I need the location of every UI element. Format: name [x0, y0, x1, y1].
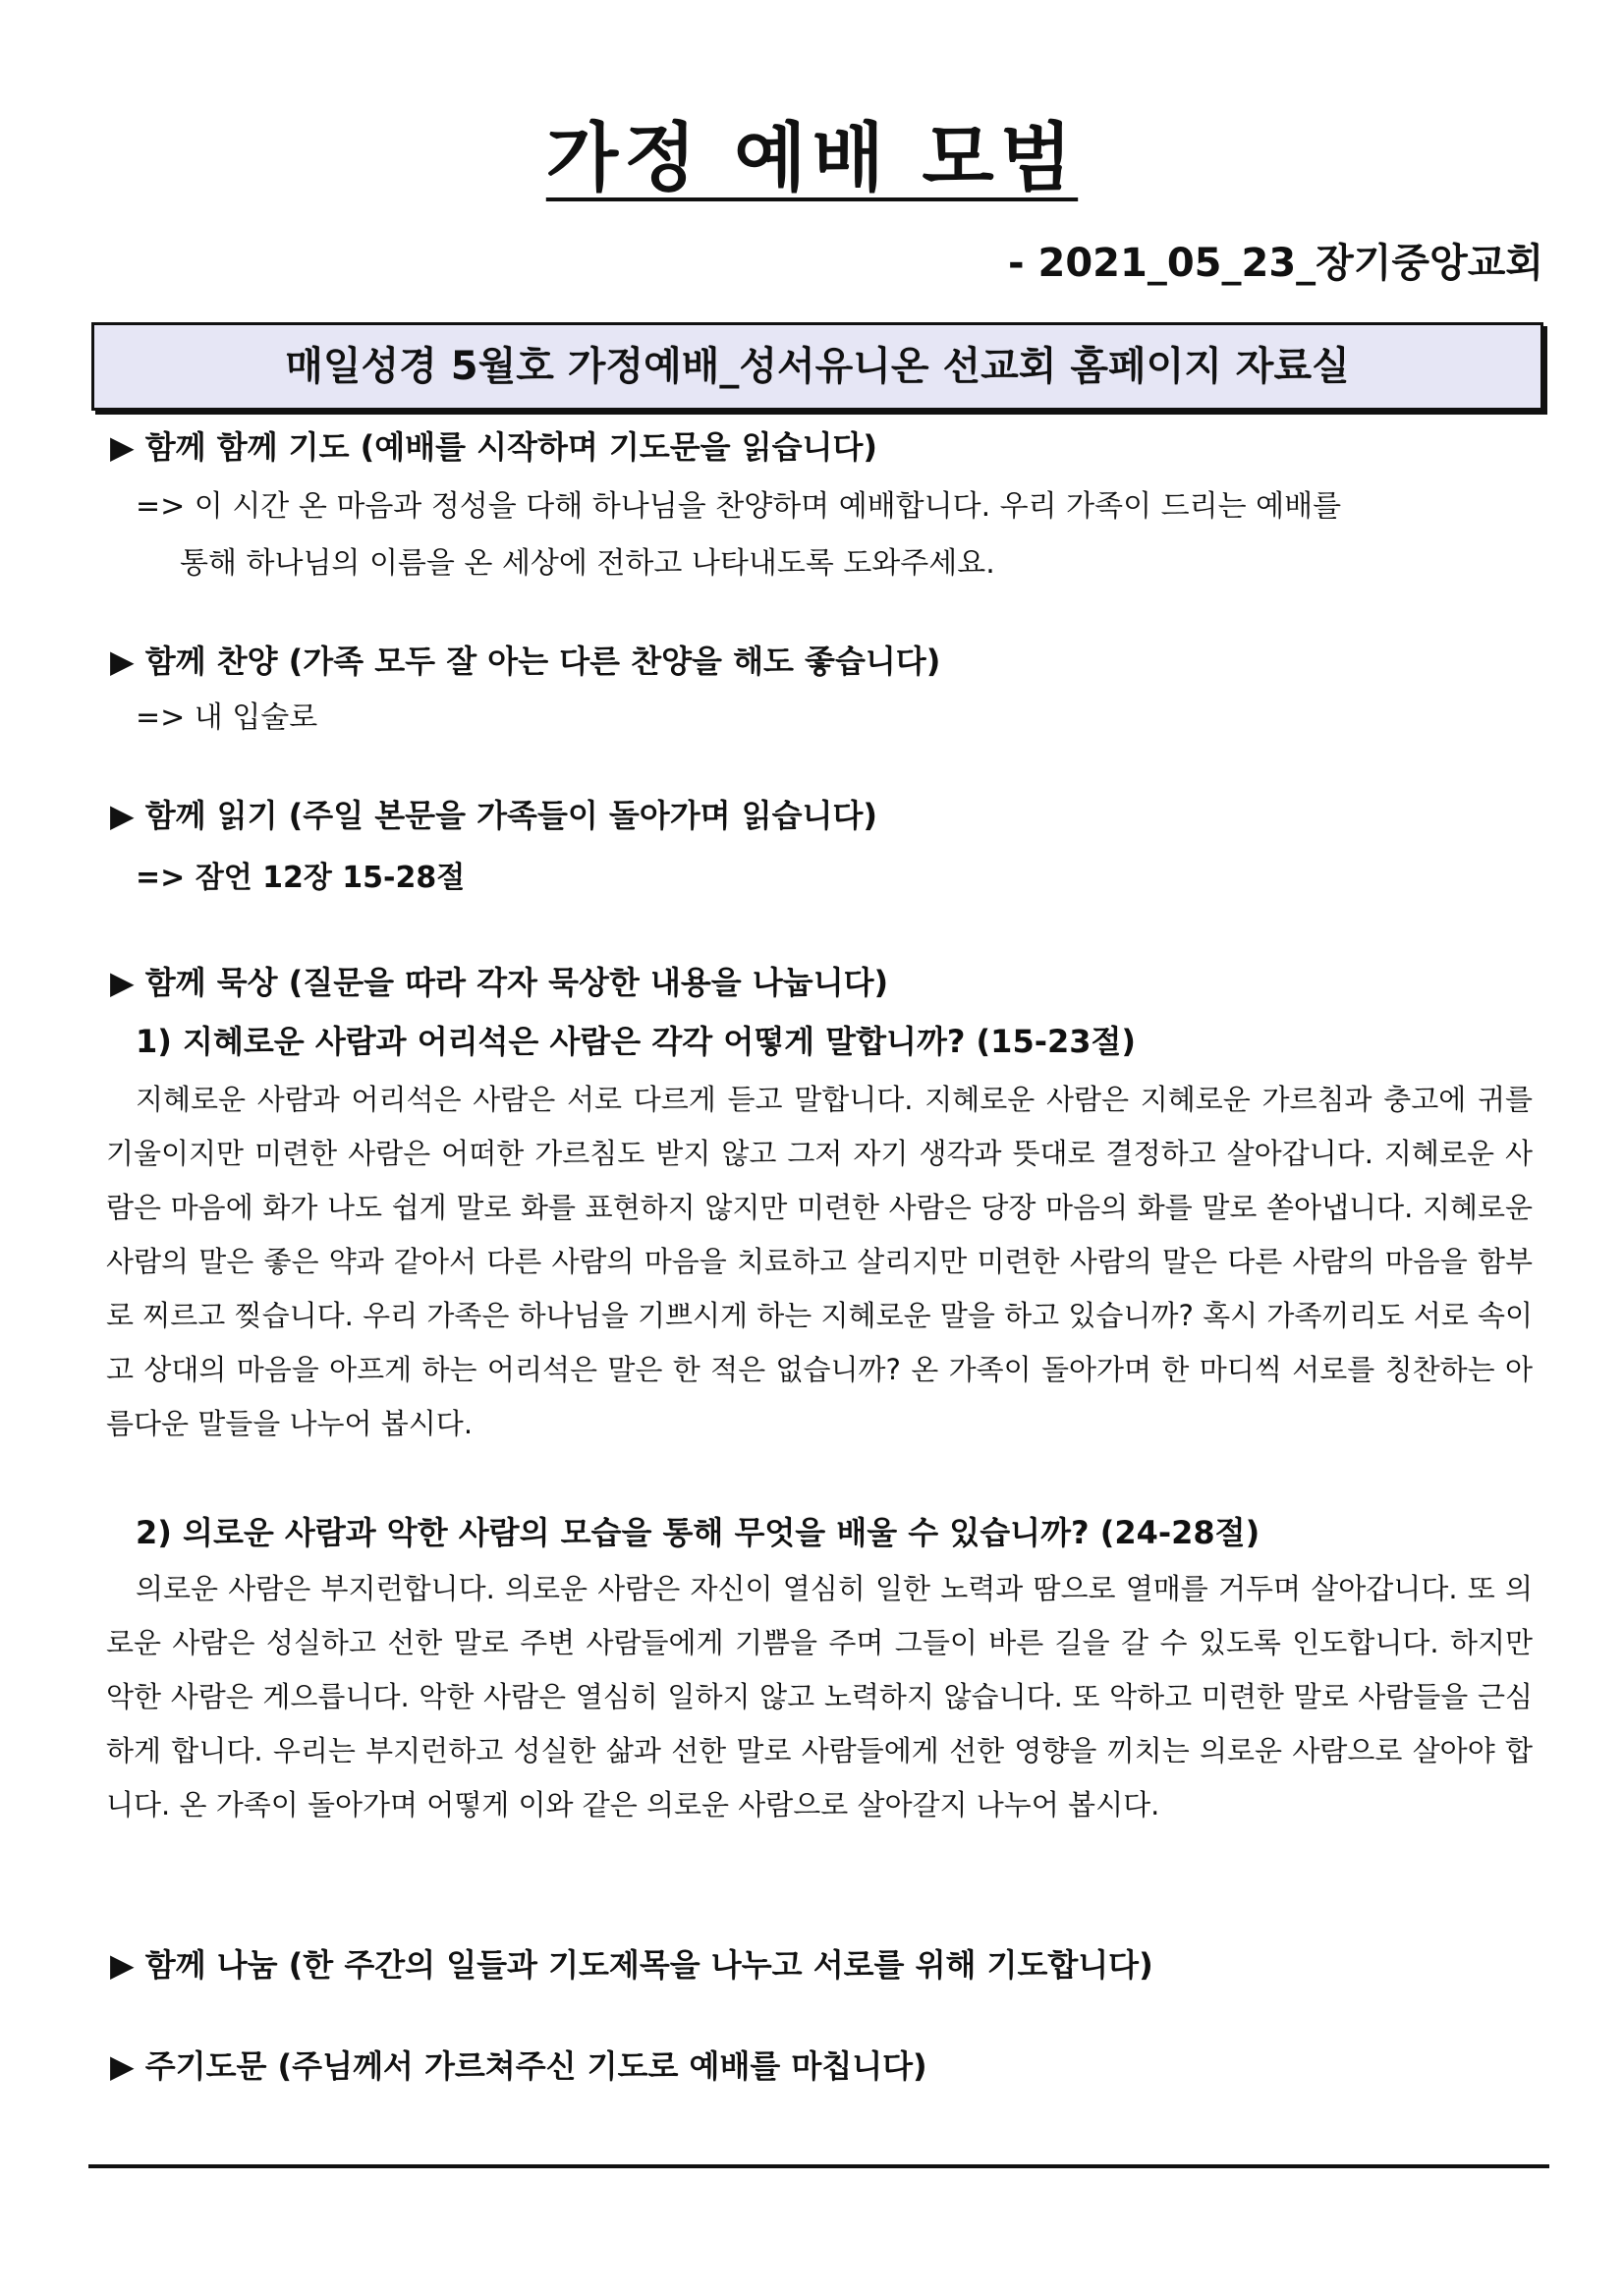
reading-line-1: => 잠언 12장 15-28절 — [136, 861, 466, 895]
answer-paragraph-2: 의로운 사람은 부지런합니다. 의로운 사람은 자신이 열심히 일한 노력과 땀으로 열매를 거두며 살아갑니다. 또 의로운 사람은 성실하고 선한 말로 주변 사람들에게 기쁨을 주며 그들이 바른 길을 갈 수 있도록 인도합니다. 하지만 악한 사람은 게으릅니다. 악한 사람은 열심히 일하지 않고 노력하지 않습니다. 또 악하고 미련한 말로 사람들을 근심하게 합니다. 우리는 부지런하고 성실한 삶과 선한 말로 사람들에게 선한 영향을 끼치는 의로운 사람으로 살아야 합니다. 온 가족이 돌아가며 어떻게 이와 같은 의로운 사람으로 살아갈지 나누어 봅시다. — [106, 1572, 1533, 1821]
page-title-text: 가정 예배 모범 — [545, 114, 1079, 201]
source-banner: 매일성경 5월호 가정예배_성서유니온 선교회 홈페이지 자료실 — [91, 322, 1543, 411]
prayer-line-1: => 이 시간 온 마음과 정성을 다해 하나님을 찬양하며 예배합니다. 우리 가족이 드리는 예배를 — [136, 489, 1342, 524]
praise-line-1: => 내 입술로 — [136, 700, 318, 735]
section-heading-meditation: ▶ 함께 묵상 (질문을 따라 각자 묵상한 내용을 나눕니다) — [110, 964, 889, 1001]
section-heading-praise: ▶ 함께 찬양 (가족 모두 잘 아는 다른 찬양을 해도 좋습니다) — [110, 643, 941, 680]
section-heading-sharing: ▶ 함께 나눔 (한 주간의 일들과 기도제목을 나누고 서로를 위해 기도합니다) — [110, 1946, 1153, 1984]
page-title — [0, 98, 1624, 205]
prayer-line-2: 통해 하나님의 이름을 온 세상에 전하고 나타내도록 도와주세요. — [180, 546, 995, 581]
section-heading-lords-prayer: ▶ 주기도문 (주님께서 가르쳐주신 기도로 예배를 마칩니다) — [110, 2047, 927, 2085]
bottom-divider — [88, 2164, 1549, 2168]
dateline: - 2021_05_23_장기중앙교회 — [1007, 241, 1543, 286]
section-heading-reading: ▶ 함께 읽기 (주일 본문을 가족들이 돌아가며 읽습니다) — [110, 797, 877, 834]
section-heading-prayer: ▶ 함께 함께 기도 (예배를 시작하며 기도문을 읽습니다) — [110, 428, 877, 466]
answer-paragraph-1: 지혜로운 사람과 어리석은 사람은 서로 다르게 듣고 말합니다. 지혜로운 사람은 지혜로운 가르침과 충고에 귀를 기울이지만 미련한 사람은 어떠한 가르침도 받지 않고 그저 자기 생각과 뜻대로 결정하고 살아갑니다. 지혜로운 사람은 마음에 화가 나도 쉽게 말로 화를 표현하지 않지만 미련한 사람은 당장 마음의 화를 말로 쏟아냅니다. 지혜로운 사람의 말은 좋은 약과 같아서 다른 사람의 마음을 치료하고 살리지만 미련한 사람의 말은 다른 사람의 마음을 함부로 찌르고 찢습니다. 우리 가족은 하나님을 기쁘시게 하는 지혜로운 말을 하고 있습니까? 혹시 가족끼리도 서로 속이고 상대의 마음을 아프게 하는 어리석은 말은 한 적은 없습니까? 온 가족이 돌아가며 한 마디씩 서로를 칭찬하는 아름다운 말들을 나누어 봅시다. — [106, 1083, 1534, 1440]
question-1: 1) 지혜로운 사람과 어리석은 사람은 각각 어떻게 말합니까? (15-23절) — [136, 1023, 1137, 1060]
question-2: 2) 의로운 사람과 악한 사람의 모습을 통해 무엇을 배울 수 있습니까? (24-28절) — [136, 1514, 1260, 1551]
